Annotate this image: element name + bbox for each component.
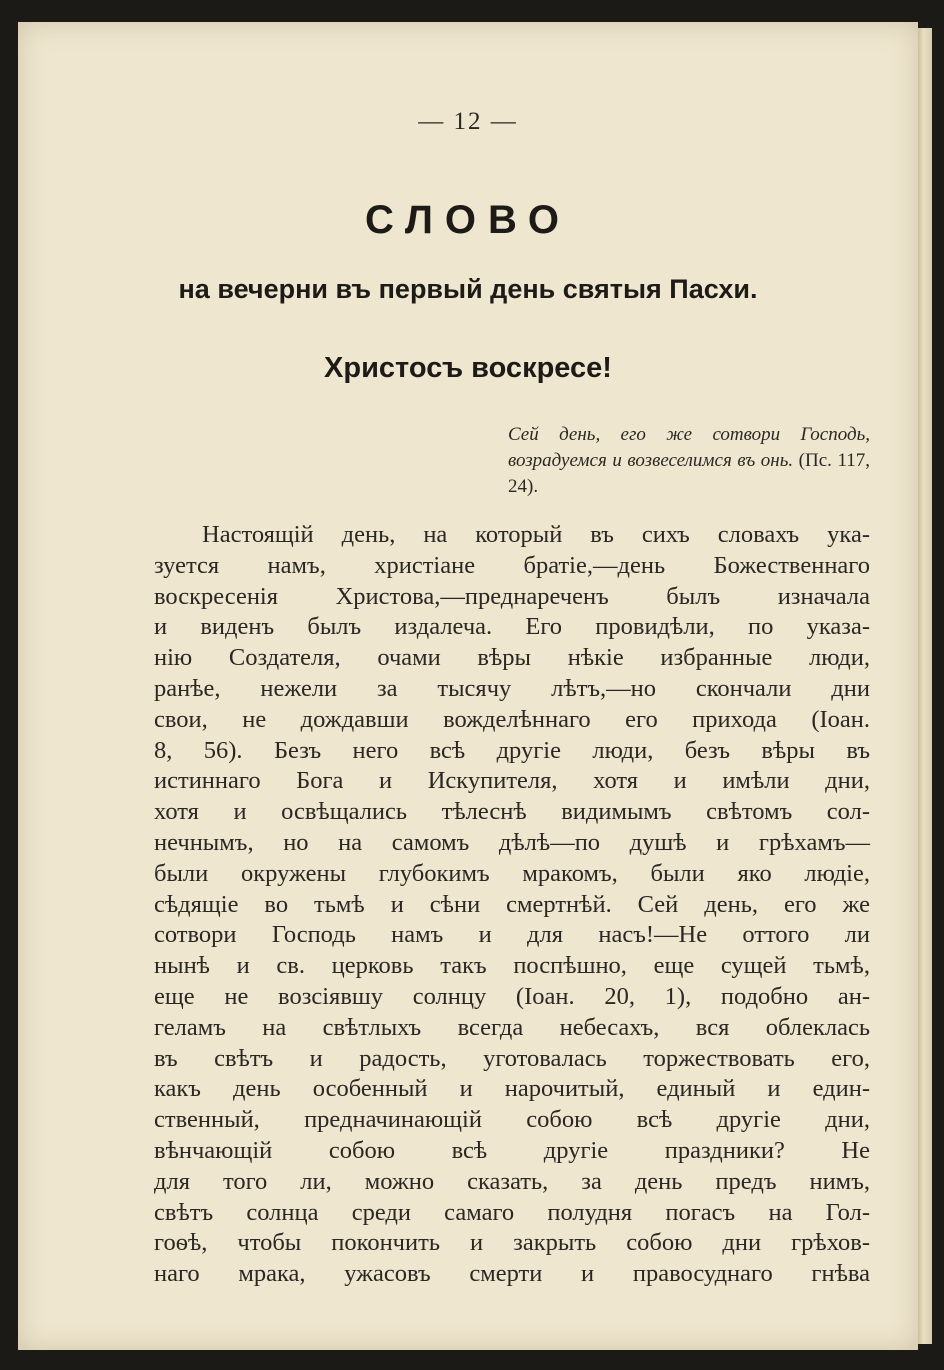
- body-line: ранѣе, нежели за тысячу лѣтъ,—но скончали дни: [154, 674, 870, 702]
- sermon-body: [154, 520, 870, 1290]
- paschal-greeting: Христосъ воскресе!: [324, 352, 612, 384]
- body-line: нію Создателя, очами вѣры нѣкіе избранные люди,: [154, 644, 870, 672]
- sermon-title: СЛОВО: [364, 198, 572, 242]
- body-line: воскресенія Христова,—преднареченъ былъ изначала: [154, 582, 870, 610]
- page-edge: [918, 28, 932, 1344]
- epigraph-quote: Сей день, его же сотвори Господь, возрадуемся и возвеселимся въ онь.: [508, 424, 870, 471]
- body-line: геламъ на свѣтлыхъ всегда небесахъ, вся облеклась: [154, 1013, 870, 1041]
- body-line: были окружены глубокимъ мракомъ, были яко людіе,: [154, 859, 870, 887]
- book-page: [18, 22, 918, 1350]
- body-line: сотвори Господь намъ и для насъ!—Не оттого ли: [154, 921, 870, 949]
- body-line: истиннаго Бога и Искупителя, хотя и имѣли дни,: [154, 767, 870, 795]
- page-number: — 12 —: [418, 108, 518, 135]
- body-line: какъ день особенный и нарочитый, единый и един-: [154, 1075, 870, 1103]
- body-line: свои, не дождавши вожделѣннаго его прихода (Іоан.: [154, 705, 870, 733]
- body-line: ственный, предначинающій собою всѣ другіе дни,: [154, 1106, 870, 1134]
- body-line: нынѣ и св. церковь такъ поспѣшно, еще сущей тьмѣ,: [154, 952, 870, 980]
- epigraph: [508, 422, 870, 500]
- body-line: вѣнчающій собою всѣ другіе праздники? Не: [154, 1136, 870, 1164]
- sermon-subtitle: на вечерни въ первый день святыя Пасхи.: [178, 274, 758, 304]
- body-line: 8, 56). Безъ него всѣ другіе люди, безъ вѣры въ: [154, 736, 870, 764]
- body-line: гоѳѣ, чтобы покончить и закрыть собою дни грѣхов-: [154, 1229, 870, 1257]
- body-line: въ свѣтъ и радость, уготовалась торжествовать его,: [154, 1044, 870, 1072]
- body-line: нечнымъ, но на самомъ дѣлѣ—по душѣ и грѣхамъ—: [154, 828, 870, 856]
- body-line: хотя и освѣщались тѣлеснѣ видимымъ свѣтомъ сол-: [154, 798, 870, 826]
- body-line: наго мрака, ужасовъ смерти и правосуднаго гнѣва: [154, 1260, 870, 1288]
- body-line: еще не возсіявшу солнцу (Іоан. 20, 1), подобно ан-: [154, 982, 870, 1010]
- body-line: свѣтъ солнца среди самаго полудня погасъ на Гол-: [154, 1198, 870, 1226]
- body-line: для того ли, можно сказать, за день предъ нимъ,: [154, 1167, 870, 1195]
- body-line: и виденъ былъ издалеча. Его провидѣли, по указа-: [154, 613, 870, 641]
- epigraph-reference: (Пс. 117, 24).: [508, 450, 870, 497]
- body-line: Настоящій день, на который въ сихъ словахъ ука-: [202, 521, 870, 548]
- body-line: сѣдящіе во тьмѣ и сѣни смертнѣй. Сей день, его же: [154, 890, 870, 918]
- body-line: зуется намъ, христіане братіе,—день Божественнаго: [154, 551, 870, 579]
